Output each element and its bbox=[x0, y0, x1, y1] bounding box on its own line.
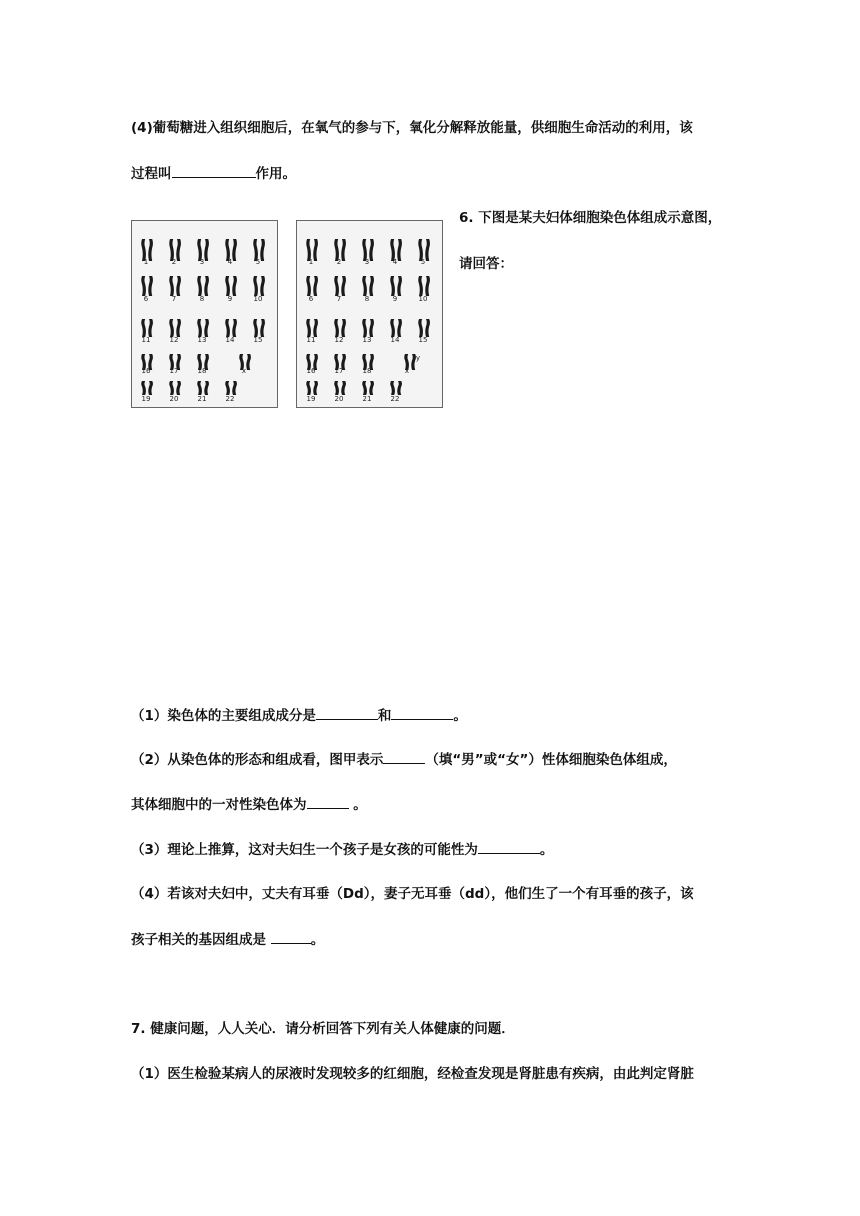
panel-a-label-13: 13 bbox=[197, 336, 207, 344]
q6-part3 bbox=[131, 840, 553, 859]
panel-b-chromosome-20 bbox=[334, 381, 346, 395]
panel-a-label-21: 21 bbox=[197, 395, 207, 403]
panel-a-label-14: 14 bbox=[225, 336, 235, 344]
q6-p1-blank-2[interactable] bbox=[391, 706, 453, 720]
panel-b-chromosome-12 bbox=[334, 319, 346, 337]
panel-b-label-14: 14 bbox=[390, 336, 400, 344]
karyotype-panel-b bbox=[296, 220, 443, 408]
q6-p1-blank-1[interactable] bbox=[316, 706, 378, 720]
q5-part4-text-post: 作用。 bbox=[255, 166, 296, 182]
panel-a-chromosome-7 bbox=[169, 276, 181, 296]
panel-a-label-9: 9 bbox=[227, 295, 233, 303]
panel-b-label-8: 8 bbox=[364, 295, 370, 303]
panel-b-label-6: 6 bbox=[308, 295, 314, 303]
panel-b-label-x: x bbox=[404, 367, 410, 375]
panel-a-label-18: 18 bbox=[197, 367, 207, 375]
panel-b-chromosome-6 bbox=[306, 276, 318, 296]
panel-b-label-18: 18 bbox=[362, 367, 372, 375]
panel-b-chromosome-11 bbox=[306, 319, 318, 337]
q6-title: 6. 下图是某夫妇体细胞染色体组成示意图， bbox=[459, 210, 722, 226]
panel-b-label-22: 22 bbox=[390, 395, 400, 403]
panel-a-chromosome-9 bbox=[225, 276, 237, 296]
panel-b-label-2: 2 bbox=[336, 258, 342, 266]
panel-b-label-16: 16 bbox=[306, 367, 316, 375]
panel-b-label-3: 3 bbox=[364, 258, 370, 266]
q6-p1-text-c: 。 bbox=[453, 708, 467, 724]
q7-title: 7. 健康问题，人人关心．请分析回答下列有关人体健康的问题． bbox=[131, 1021, 515, 1037]
panel-a-label-x: x bbox=[241, 367, 247, 375]
q6-p2-blank-2[interactable] bbox=[307, 795, 349, 809]
q6-part4-line1: （4）若该对夫妇中，丈夫有耳垂（Dd），妻子无耳垂（dd），他们生了一个有耳垂的孩子，该 bbox=[131, 886, 694, 902]
panel-b-chromosome-7 bbox=[334, 276, 346, 296]
panel-b-chromosome-13 bbox=[362, 319, 374, 337]
panel-a-label-22: 22 bbox=[225, 395, 235, 403]
q6-part2-line2 bbox=[131, 795, 367, 814]
panel-b-chromosome-8 bbox=[362, 276, 374, 296]
panel-a-chromosome-11 bbox=[141, 319, 153, 337]
panel-b-label-y: y bbox=[415, 354, 421, 362]
q6-p2-text-b: （填“男”或“女”）性体细胞染色体组成， bbox=[425, 752, 677, 768]
panel-a-label-7: 7 bbox=[171, 295, 177, 303]
panel-a-label-17: 17 bbox=[169, 367, 179, 375]
panel-a-label-11: 11 bbox=[141, 336, 151, 344]
panel-b-label-19: 19 bbox=[306, 395, 316, 403]
panel-a-label-8: 8 bbox=[199, 295, 205, 303]
q6-p2-line2-text-b: 。 bbox=[353, 797, 367, 813]
panel-b-chromosome-21 bbox=[362, 381, 374, 395]
panel-b-chromosome-15 bbox=[418, 319, 430, 337]
panel-b-label-21: 21 bbox=[362, 395, 372, 403]
panel-b-label-1: 1 bbox=[308, 258, 314, 266]
panel-b-chromosome-22 bbox=[390, 381, 402, 395]
karyotype-image-a bbox=[132, 221, 277, 407]
panel-b-chromosome-19 bbox=[306, 381, 318, 395]
panel-b-label-17: 17 bbox=[334, 367, 344, 375]
karyotype-panel-a bbox=[131, 220, 278, 408]
panel-b-label-20: 20 bbox=[334, 395, 344, 403]
panel-a-chromosome-22 bbox=[225, 381, 237, 395]
q7-part1: （1）医生检验某病人的尿液时发现较多的红细胞，经检查发现是肾脏患有疾病，由此判定肾脏 bbox=[131, 1066, 694, 1082]
panel-a-label-5: 5 bbox=[255, 258, 261, 266]
panel-a-label-16: 16 bbox=[141, 367, 151, 375]
q6-p3-text-b: 。 bbox=[539, 842, 554, 858]
q6-p2-blank-1[interactable] bbox=[383, 750, 425, 764]
q6-p2-text-a: （2）从染色体的形态和组成看，图甲表示 bbox=[131, 752, 384, 768]
panel-b-label-11: 11 bbox=[306, 336, 316, 344]
panel-b-label-10: 10 bbox=[418, 295, 428, 303]
panel-a-label-10: 10 bbox=[253, 295, 263, 303]
q6-part4-line2 bbox=[131, 930, 324, 949]
q6-p3-text-a: （3）理论上推算，这对夫妇生一个孩子是女孩的可能性为 bbox=[131, 842, 478, 858]
panel-a-chromosome-14 bbox=[225, 319, 237, 337]
q6-p4-blank[interactable] bbox=[271, 930, 311, 944]
panel-b-label-4: 4 bbox=[392, 258, 398, 266]
q5-part4-line2 bbox=[131, 164, 296, 183]
panel-a-label-6: 6 bbox=[143, 295, 149, 303]
q6-part2-line1 bbox=[131, 750, 677, 769]
panel-a-label-4: 4 bbox=[227, 258, 233, 266]
q5-answer-blank[interactable] bbox=[172, 164, 256, 178]
panel-a-label-3: 3 bbox=[199, 258, 205, 266]
panel-a-label-15: 15 bbox=[253, 336, 263, 344]
panel-a-chromosome-15 bbox=[253, 319, 265, 337]
q6-p3-blank[interactable] bbox=[478, 840, 540, 854]
panel-a-chromosome-21 bbox=[197, 381, 209, 395]
panel-b-label-15: 15 bbox=[418, 336, 428, 344]
panel-a-chromosome-13 bbox=[197, 319, 209, 337]
panel-b-label-7: 7 bbox=[336, 295, 342, 303]
panel-a-chromosome-8 bbox=[197, 276, 209, 296]
q6-p1-text-a: （1）染色体的主要组成成分是 bbox=[131, 708, 316, 724]
panel-a-label-12: 12 bbox=[169, 336, 179, 344]
panel-a-chromosome-19 bbox=[141, 381, 153, 395]
panel-b-label-12: 12 bbox=[334, 336, 344, 344]
karyotype-image-b bbox=[297, 221, 442, 407]
q5-part4-text-pre: 过程叫 bbox=[131, 166, 172, 182]
panel-b-label-13: 13 bbox=[362, 336, 372, 344]
panel-b-chromosome-9 bbox=[390, 276, 402, 296]
panel-b-chromosome-14 bbox=[390, 319, 402, 337]
panel-b-chromosome-10 bbox=[418, 276, 430, 296]
panel-a-label-1: 1 bbox=[143, 258, 149, 266]
panel-a-chromosome-10 bbox=[253, 276, 265, 296]
panel-b-label-5: 5 bbox=[420, 258, 426, 266]
q6-p2-line2-text-a: 其体细胞中的一对性染色体为 bbox=[131, 797, 307, 813]
q5-part4-line1: (4)葡萄糖进入组织细胞后，在氧气的参与下，氧化分解释放能量，供细胞生命活动的利用，该 bbox=[131, 120, 693, 136]
q6-p4-text-a: 孩子相关的基因组成是 bbox=[131, 932, 271, 948]
q6-p1-text-b: 和 bbox=[377, 708, 392, 724]
q6-p4-text-b: 。 bbox=[310, 932, 325, 948]
panel-b-label-9: 9 bbox=[392, 295, 398, 303]
panel-a-chromosome-12 bbox=[169, 319, 181, 337]
panel-a-chromosome-6 bbox=[141, 276, 153, 296]
q6-title-cont: 请回答： bbox=[459, 256, 513, 272]
panel-a-label-19: 19 bbox=[141, 395, 151, 403]
q6-part1 bbox=[131, 706, 467, 725]
panel-a-label-2: 2 bbox=[171, 258, 177, 266]
panel-a-chromosome-20 bbox=[169, 381, 181, 395]
panel-a-label-20: 20 bbox=[169, 395, 179, 403]
